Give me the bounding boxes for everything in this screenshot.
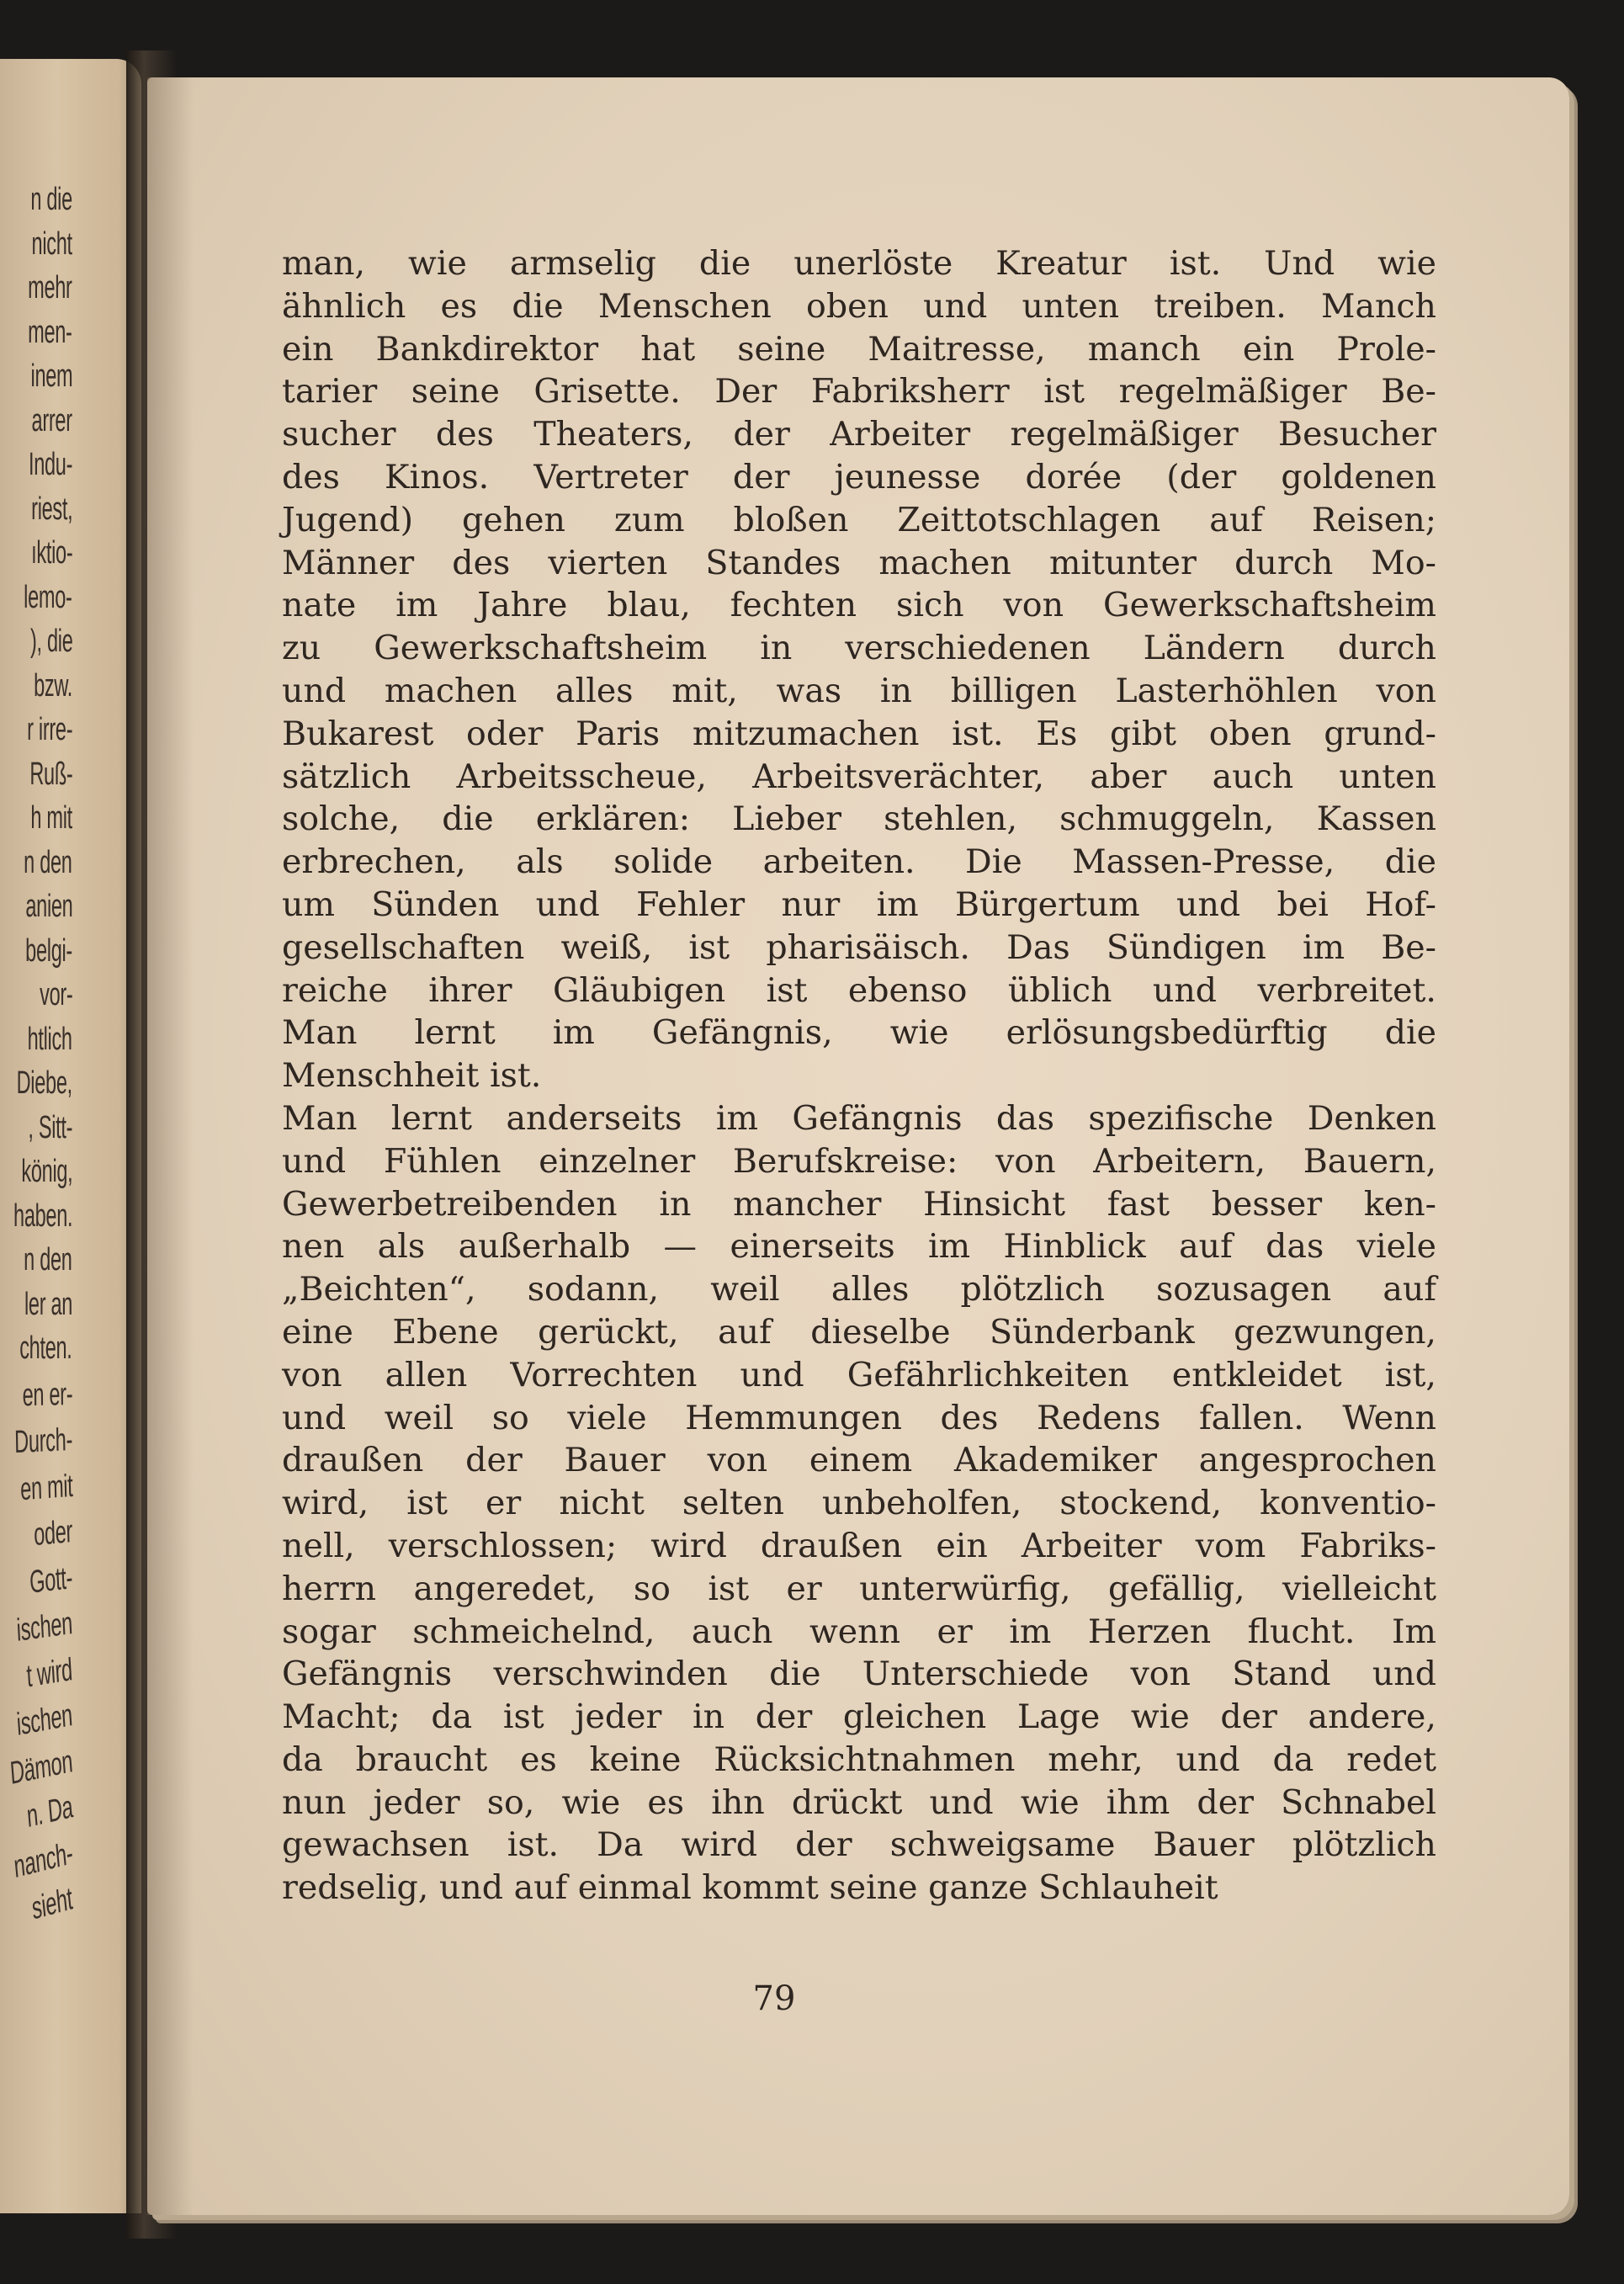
text-line: gesellschaften weiß, ist pharisäisch. Das Sündigen im Be- bbox=[282, 927, 1436, 967]
text-line: erbrechen, als solide arbeiten. Die Massen-Presse, die bbox=[282, 842, 1436, 882]
text-line: gewachsen ist. Da wird der schweigsame Bauer plötzlich bbox=[282, 1825, 1436, 1865]
text-line: sucher des Theaters, der Arbeiter regelmäßiger Besucher bbox=[282, 415, 1436, 454]
text-line: sogar schmeichelnd, auch wenn er im Herzen flucht. Im bbox=[282, 1612, 1436, 1651]
left-page-fragment: n den bbox=[24, 844, 72, 880]
left-page-fragment: h mit bbox=[30, 800, 72, 836]
left-page-fragment: en er- bbox=[22, 1376, 73, 1413]
left-page-fragment: , Sitt- bbox=[28, 1109, 72, 1145]
left-page-fragment: belgi- bbox=[25, 932, 72, 969]
left-page-fragment: chten. bbox=[19, 1331, 72, 1366]
left-page-fragment: Durch- bbox=[13, 1422, 73, 1461]
text-line: und machen alles mit, was in billigen Lasterhöhlen von bbox=[282, 671, 1436, 710]
text-line: nate im Jahre blau, fechten sich von Gewerkschaftsheim bbox=[282, 586, 1436, 625]
text-line: des Kinos. Vertreter der jeunesse dorée (der goldenen bbox=[282, 457, 1436, 497]
text-line: von allen Vorrechten und Gefährlichkeiten entkleidet ist, bbox=[282, 1355, 1436, 1394]
text-line: nell, verschlossen; wird draußen ein Arbeiter vom Fabriks- bbox=[282, 1526, 1436, 1565]
text-line: nen als außerhalb — einerseits im Hinblick auf das viele bbox=[282, 1227, 1436, 1267]
left-page-fragment: sieht bbox=[30, 1881, 75, 1927]
text-line: ein Bankdirektor hat seine Maitresse, manch ein Prole- bbox=[282, 329, 1436, 369]
left-page-fragment: t wird bbox=[25, 1651, 74, 1694]
text-line: um Sünden und Fehler nur im Bürgertum und bei Hof- bbox=[282, 884, 1436, 924]
text-line: reiche ihrer Gläubigen ist ebenso üblich und verbreitet. bbox=[282, 970, 1436, 1010]
left-page-fragment: Gott- bbox=[29, 1559, 73, 1601]
text-line: und Fühlen einzelner Berufskreise: von Arbeitern, Bauern, bbox=[282, 1141, 1436, 1181]
text-line: herrn angeredet, so ist er unterwürfig, gefällig, vielleicht bbox=[282, 1569, 1436, 1608]
current-page bbox=[147, 77, 1569, 2215]
text-line: Bukarest oder Paris mitzumachen ist. Es gibt oben grund- bbox=[282, 714, 1436, 753]
left-page-fragment: r irre- bbox=[26, 712, 72, 747]
left-page-fragment: Dämon bbox=[8, 1743, 74, 1792]
left-page-fragment: arrer bbox=[31, 402, 72, 438]
text-line: Gefängnis verschwinden die Unterschiede von Stand und bbox=[282, 1655, 1436, 1694]
text-line: Man lernt anderseits im Gefängnis das spezifische Denken bbox=[282, 1098, 1436, 1138]
text-line: Jugend) gehen zum bloßen Zeittotschlagen auf Reisen; bbox=[282, 500, 1436, 539]
left-page-fragment: men- bbox=[28, 314, 72, 350]
previous-page-edge bbox=[0, 59, 141, 2213]
text-line: Männer des vierten Standes machen mitunter durch Mo- bbox=[282, 543, 1436, 582]
left-page-fragment: oder bbox=[33, 1514, 73, 1554]
text-line: „Beichten“, sodann, weil alles plötzlich sozusagen auf bbox=[282, 1270, 1436, 1309]
left-page-fragment: inem bbox=[30, 359, 72, 394]
text-line: draußen der Bauer von einem Akademiker angesprochen bbox=[282, 1441, 1436, 1480]
text-line: redselig, und auf einmal kommt seine ganze Schlauheit bbox=[282, 1868, 1218, 1908]
text-line: solche, die erklären: Lieber stehlen, schmuggeln, Kassen bbox=[282, 799, 1436, 839]
text-line: zu Gewerkschaftsheim in verschiedenen Ländern durch bbox=[282, 629, 1436, 668]
left-page-fragment: n die bbox=[30, 182, 72, 217]
text-line: Menschheit ist. bbox=[282, 1056, 542, 1096]
left-page-fragment: nicht bbox=[31, 226, 72, 262]
left-page-fragment: ischen bbox=[15, 1697, 74, 1743]
text-line: ähnlich es die Menschen oben und unten treiben. Manch bbox=[282, 286, 1436, 326]
left-page-fragment: lemo- bbox=[24, 579, 72, 615]
left-page-fragment: riest, bbox=[30, 491, 72, 527]
left-page-fragment: vor- bbox=[39, 977, 72, 1012]
left-page-fragment: en mit bbox=[19, 1468, 73, 1507]
left-page-fragment: anien bbox=[24, 889, 72, 924]
text-line: Man lernt im Gefängnis, wie erlösungsbedürftig die bbox=[282, 1013, 1436, 1053]
left-page-fragment: ischen bbox=[15, 1606, 74, 1649]
text-line: eine Ebene gerückt, auf dieselbe Sünderbank gezwungen, bbox=[282, 1312, 1436, 1352]
left-page-fragment: Ruß- bbox=[29, 756, 72, 792]
page-body-text bbox=[282, 242, 1436, 1910]
text-line: man, wie armselig die unerlöste Kreatur ist. Und wie bbox=[282, 244, 1436, 283]
text-line: Gewerbetreibenden in mancher Hinsicht fast besser ken- bbox=[282, 1184, 1436, 1224]
left-page-fragment: bzw. bbox=[34, 667, 72, 704]
text-line: wird, ist er nicht selten unbeholfen, stockend, konventio- bbox=[282, 1484, 1436, 1523]
left-page-fragment: Diebe, bbox=[16, 1065, 72, 1101]
text-line: Macht; da ist jeder in der gleichen Lage wie der andere, bbox=[282, 1697, 1436, 1737]
left-page-fragment: haben. bbox=[13, 1198, 72, 1234]
left-page-fragment: n. Da bbox=[24, 1789, 74, 1835]
page-number: 79 bbox=[752, 1979, 796, 2018]
text-line: und weil so viele Hemmungen des Redens fallen. Wenn bbox=[282, 1398, 1436, 1437]
left-page-fragment: ), die bbox=[29, 624, 72, 659]
left-page-fragment: mehr bbox=[28, 270, 72, 305]
text-line: da braucht es keine Rücksichtnahmen mehr, und da redet bbox=[282, 1740, 1436, 1779]
left-page-fragment: n den bbox=[24, 1242, 72, 1277]
left-page-fragment: nanch- bbox=[12, 1835, 74, 1885]
left-page-fragment: ıktio- bbox=[30, 535, 72, 571]
left-page-fragment: Indu- bbox=[28, 447, 72, 482]
text-line: nun jeder so, wie es ihn drückt und wie ihm der Schnabel bbox=[282, 1782, 1436, 1822]
left-page-fragment: könig, bbox=[20, 1154, 72, 1189]
left-page-fragment: htlich bbox=[27, 1021, 72, 1057]
left-page-fragment: ler an bbox=[24, 1286, 72, 1322]
text-line: sätzlich Arbeitsscheue, Arbeitsverächter, aber auch unten bbox=[282, 757, 1436, 796]
text-line: tarier seine Grisette. Der Fabriksherr ist regelmäßiger Be- bbox=[282, 372, 1436, 412]
